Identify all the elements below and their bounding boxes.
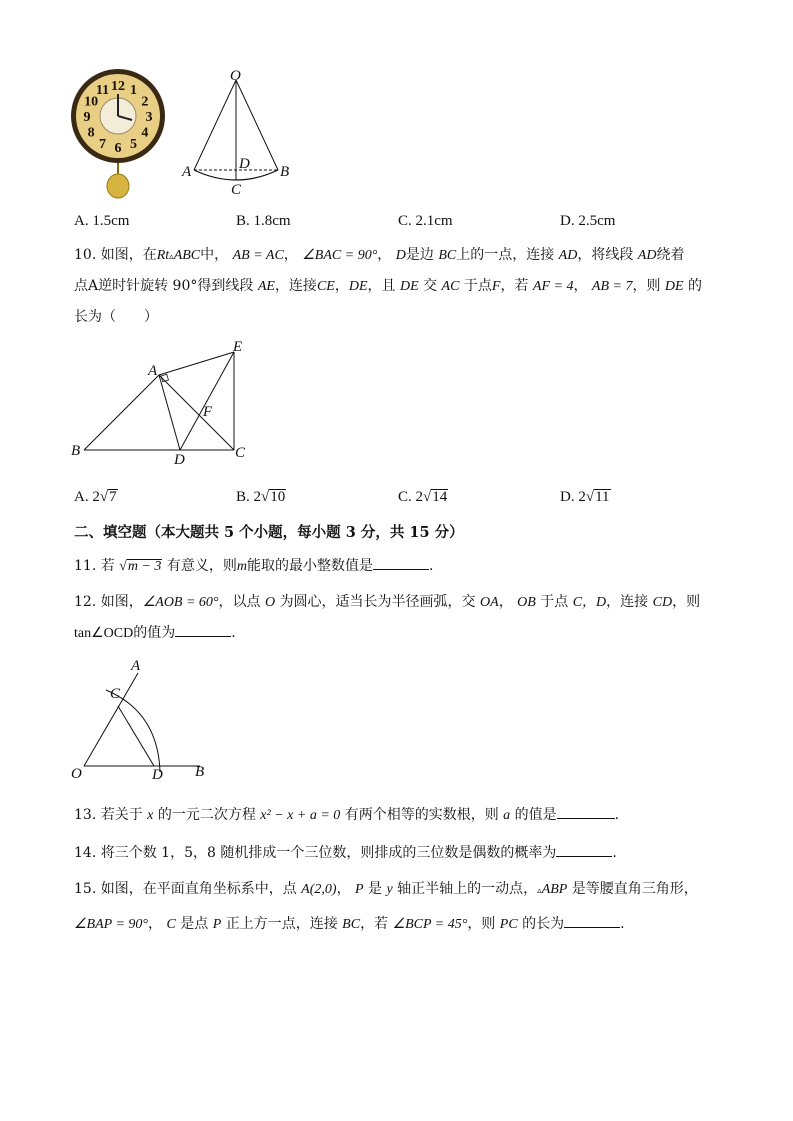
q15-text: 轴正半轴上的一动点， <box>397 881 538 897</box>
q12-math: OA <box>480 595 499 610</box>
q9-geometry-figure <box>178 66 298 200</box>
q10-text: ， <box>334 278 349 294</box>
q11-line: 11. 若 √m − 3 有意义，则m能取的最小整数值是 . <box>74 558 434 574</box>
option-letter: B. <box>236 489 250 505</box>
q12-math: tan∠OCD <box>74 626 134 641</box>
option-coef: 2 <box>253 489 262 505</box>
q15-text: ， <box>336 881 351 897</box>
clock-number: 1 <box>130 83 137 99</box>
q13-answer-blank[interactable] <box>557 806 615 819</box>
q15-line-2 <box>74 913 625 933</box>
q14-line <box>74 842 617 862</box>
q14-text: . <box>612 845 617 861</box>
q10-math: D <box>395 248 406 263</box>
q11-radicand: m − 3 <box>127 559 162 574</box>
q10-math: DE <box>348 279 368 294</box>
q10-text: ，若 <box>500 278 529 294</box>
label-d: D <box>152 767 163 783</box>
option-letter: A. <box>74 489 89 505</box>
q13-text: 有两个相等的实数根，则 <box>344 807 499 823</box>
q10-text: 点A逆时针旋转 90°得到线段 <box>74 278 254 294</box>
label-b: B <box>71 443 81 459</box>
label-b: B <box>280 164 290 180</box>
q10-text: Rt <box>156 248 170 263</box>
q10-text: 的 <box>688 278 703 294</box>
q9-option-b[interactable]: B. 1.8cm <box>236 213 291 229</box>
q9-option-d[interactable]: D. 2.5cm <box>560 213 616 229</box>
clock-number: 3 <box>145 110 153 125</box>
q15-text: 是点 <box>180 916 209 932</box>
option-coef: 2 <box>92 489 100 505</box>
q14-text: 14. 将三个数 1，5，8 随机排成一个三位数，则排成的三位数是偶数的概率为 <box>74 845 557 861</box>
q11-text: 有意义，则 <box>166 558 237 574</box>
segment-de <box>180 352 234 450</box>
q11-text: 若 <box>100 558 115 574</box>
q13-math: x² − x + a = 0 <box>260 808 341 823</box>
q11-math: m <box>236 559 247 574</box>
q10-line-3: 长为（ ） <box>74 309 158 325</box>
q10-text: 中， <box>200 247 229 263</box>
q12-text: 的值为 <box>133 625 176 641</box>
q10-text: ， <box>283 247 298 263</box>
q14-answer-blank[interactable] <box>556 844 612 857</box>
q15-math: PC <box>499 917 518 932</box>
q12-text: ， <box>498 594 513 610</box>
q13-number: 13. <box>74 807 97 823</box>
option-letter: C. <box>398 489 412 505</box>
q15-math: C <box>166 917 176 932</box>
clock-number: 5 <box>130 136 137 152</box>
q10-text: 于点 <box>463 278 492 294</box>
label-c: C <box>235 445 246 461</box>
q10-text: 如图，在 <box>100 247 157 263</box>
label-a: A <box>148 363 158 379</box>
option-coef: 2 <box>578 489 586 505</box>
q10-math: AF = 4 <box>532 279 574 294</box>
q10-math: CE <box>316 279 335 294</box>
q12-geometry-figure <box>68 652 218 784</box>
q12-text: ，连接 <box>606 594 649 610</box>
q11-text: 能取的最小整数值是 <box>247 558 373 574</box>
segment-oa <box>194 80 236 170</box>
q12-math: C，D <box>572 595 607 610</box>
q10-geometry-figure <box>68 336 258 470</box>
q12-text: ，则 <box>672 594 701 610</box>
q13-text: . <box>614 807 620 823</box>
q15-math: A(2,0) <box>301 882 337 897</box>
q12-text: ，以点 <box>218 594 261 610</box>
pendulum-clock-figure <box>70 68 170 204</box>
q15-text: . <box>620 916 625 932</box>
clock-number: 6 <box>114 141 122 156</box>
label-d: D <box>174 452 185 468</box>
option-radicand: 11 <box>595 489 610 505</box>
q12-number: 12. <box>74 594 97 610</box>
option-radicand: 14 <box>432 489 448 505</box>
option-radicand: 10 <box>270 489 286 505</box>
q15-number: 15. <box>74 881 97 897</box>
q15-text: 是等腰直角三角形， <box>571 881 698 897</box>
q12-answer-blank[interactable] <box>175 624 231 637</box>
q10-number: 10. <box>74 247 97 263</box>
q9-option-c[interactable]: C. 2.1cm <box>398 213 453 229</box>
q15-math: y <box>386 882 393 897</box>
q15-text: ，则 <box>467 916 496 932</box>
segment-cd <box>118 706 154 766</box>
q12-text: 如图， <box>100 594 143 610</box>
q13-text: 若关于 <box>100 807 143 823</box>
q10-text: 绕着 <box>656 247 685 263</box>
q10-option-b[interactable]: B. 2√10 <box>236 489 286 505</box>
label-f: F <box>203 404 213 420</box>
q12-text: . <box>231 625 236 641</box>
q10-text: ， <box>377 247 392 263</box>
q10-math: F <box>491 279 501 294</box>
q10-text: ，将线段 <box>577 247 634 263</box>
label-d: D <box>239 156 250 172</box>
segment-ad <box>159 375 180 450</box>
clock-number: 11 <box>95 83 110 99</box>
option-letter: D. <box>560 489 575 505</box>
q10-math: AB = AC <box>232 248 284 263</box>
q12-line-1 <box>74 591 700 611</box>
label-b: B <box>195 764 205 780</box>
q10-math: AD <box>558 248 578 263</box>
q12-text: 于点 <box>540 594 569 610</box>
q10-math: BC <box>438 248 457 263</box>
q12-math: O <box>264 595 276 610</box>
q10-option-d[interactable]: D. 2√11 <box>560 489 610 505</box>
q10-math: DE <box>399 279 419 294</box>
q10-text: 上的一点，连接 <box>456 247 555 263</box>
q13-math: a <box>503 808 511 823</box>
label-a: A <box>182 164 192 180</box>
q15-text: 是 <box>368 881 383 897</box>
triangle-icon: ▵ <box>169 252 174 262</box>
label-a: A <box>131 658 141 674</box>
q13-text: 的值是 <box>514 807 557 823</box>
q12-math: OB <box>517 595 536 610</box>
clock-number: 10 <box>84 94 99 110</box>
q10-text: ， <box>573 278 588 294</box>
q12-text: 为圆心，适当长为半径画弧，交 <box>279 594 476 610</box>
q11-answer-blank[interactable] <box>373 557 429 570</box>
q10-math: AD <box>637 248 657 263</box>
q15-math: P <box>355 882 364 897</box>
q10-text: ，则 <box>632 278 661 294</box>
q10-option-a[interactable]: A. 2√7 <box>74 489 117 505</box>
q13-line <box>74 804 619 824</box>
pendulum-bob <box>107 174 129 198</box>
q10-math: AC <box>441 279 460 294</box>
q11-number: 11. <box>74 558 97 574</box>
q15-math: ∠BCP = 45° <box>392 917 468 932</box>
q10-line-2 <box>74 275 702 295</box>
q10-math: AE <box>257 279 275 294</box>
q12-math: ∠AOB = 60° <box>142 595 219 610</box>
q15-line-1 <box>74 878 698 898</box>
q10-text: 交 <box>423 278 438 294</box>
label-o: O <box>71 766 82 782</box>
label-c: C <box>110 686 121 702</box>
q10-text: ，连接 <box>274 278 317 294</box>
clock-number: 12 <box>111 79 125 94</box>
q15-text: ，若 <box>360 916 389 932</box>
q10-math: DE <box>664 279 684 294</box>
q10-text: ABC <box>173 248 201 263</box>
segment-ac <box>159 375 234 450</box>
q10-text: ，且 <box>367 278 396 294</box>
q15-math: P <box>212 917 222 932</box>
triangle-icon: ▵ <box>537 886 542 896</box>
label-c: C <box>231 182 242 198</box>
option-coef: 2 <box>415 489 424 505</box>
section-2-heading: 二、填空题（本大题共 5 个小题，每小题 3 分，共 15 分） <box>74 524 464 541</box>
q15-math: ∠BAP = 90° <box>74 917 148 932</box>
clock-number: 9 <box>83 110 91 125</box>
q15-text: 如图，在平面直角坐标系中，点 <box>100 881 297 897</box>
clock-number: 8 <box>87 125 95 141</box>
q10-option-c[interactable]: C. 2√14 <box>398 489 448 505</box>
segment-ba <box>84 375 159 450</box>
q9-option-a[interactable]: A. 1.5cm <box>74 213 130 229</box>
q12-line-2 <box>74 622 236 642</box>
q15-math: ABP <box>541 882 568 897</box>
q15-text: 正上方一点，连接 <box>225 916 338 932</box>
q10-text: 是边 <box>405 247 434 263</box>
q10-line-1 <box>74 244 684 264</box>
q10-math: ∠BAC = 90° <box>302 248 378 263</box>
q13-math: x <box>147 808 154 823</box>
clock-number: 2 <box>141 94 149 110</box>
q12-math: CD <box>652 595 673 610</box>
q15-answer-blank[interactable] <box>564 915 620 928</box>
q13-text: 的一元二次方程 <box>157 807 256 823</box>
q10-math: AB = 7 <box>591 279 633 294</box>
label-e: E <box>233 339 243 355</box>
q15-math: BC <box>342 917 361 932</box>
q15-text: 的长为 <box>522 916 565 932</box>
option-radicand: 7 <box>109 489 117 505</box>
clock-number: 7 <box>99 136 106 152</box>
clock-number: 4 <box>141 125 149 141</box>
label-o: O <box>230 68 241 84</box>
q15-text: ， <box>148 916 162 932</box>
q11-text: . <box>429 558 434 574</box>
